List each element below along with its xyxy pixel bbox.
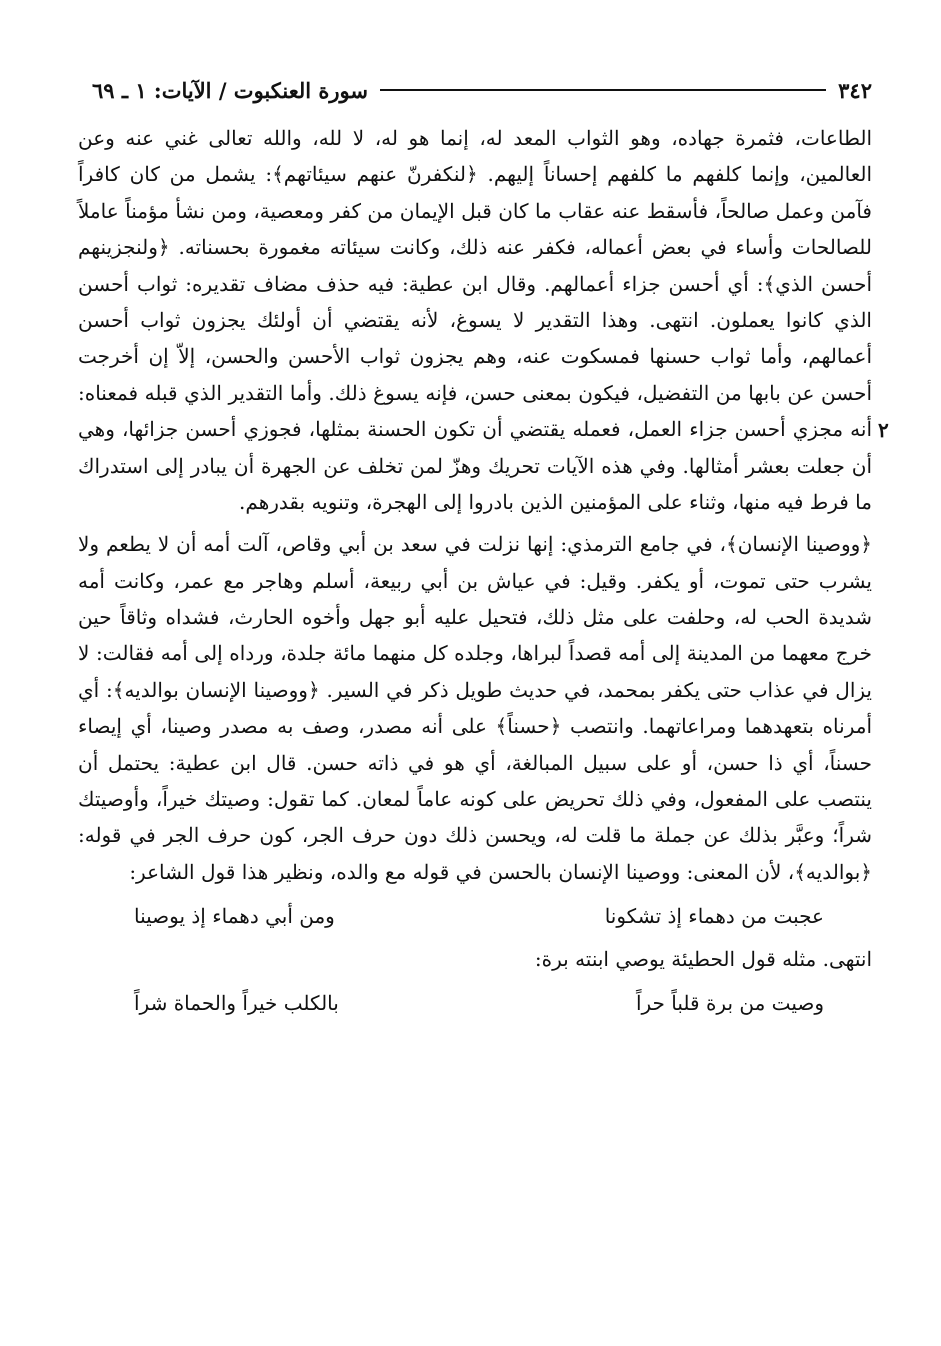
running-header	[92, 70, 872, 110]
verse-1-first-hemistich: عجبت من دهماء إذ تشكونا	[604, 904, 824, 929]
verse-2-first-hemistich: وصيت من برة قلباً حراً	[635, 990, 824, 1015]
page-number: ٣٤٢	[838, 77, 872, 103]
header-rule	[380, 89, 826, 91]
paragraph-commentary-1: الطاعات، فثمرة جهاده، وهو الثواب المعد له، إنما هو له، لا لله، والله تعالى غني عنه وعن العالمين، وإنما كلفهم ما كلفهم إحساناً إليهم. ﴿لنكفرنّ عنهم سيئاتهم﴾: يشمل من كان كافراً فآمن وعمل صالحاً، فأسقط عنه عقاب ما كان قبل الإيمان من كفر ومعصية، ومن نشأ مؤمناً عاملاً للصالحات وأساء في بعض أعماله، فكفر عنه ذلك، وكانت سيئاته مغمورة بحسناته. ﴿ولنجزينهم أحسن الذي﴾: أي أحسن جزاء أعمالهم. وقال ابن عطية: فيه حذف مضاف تقديره: ثواب أحسن الذي كانوا يعملون. انتهى. وهذا التقدير لا يسوغ، لأنه يقتضي أن أولئك يجزون ثواب أحسن أعمالهم، وأما ثواب حسنها فمسكوت عنه، وهم يجزون ثواب الأحسن والحسن، إلاّ إن أخرجت أحسن عن بابها من التفضيل، فيكون بمعنى حسن، فإنه يسوغ ذلك. وأما التقدير الذي قبله فمعناه: أنه مجزي أحسن جزاء العمل، فعمله يقتضي أن تكون الحسنة بمثلها، فجوزي أحسن جزائها، وهي أن جعلت بعشر أمثالها. وفي هذه الآيات تحريك وهزّ لمن تخلف عن الجهرة أن يبادر إلى استدراك ما فرط فيه منها، وثناء على المؤمنين الذين بادروا إلى الهجرة، وتنويه بقدرهم.	[78, 126, 873, 514]
verse-1-second-hemistich: ومن أبي دهماء إذ يوصينا	[134, 904, 335, 929]
running-title: سورة العنكبوت / الآيات: ١ ـ ٦٩	[92, 77, 368, 103]
verse-2-second-hemistich: بالكلب خيراً والحماة شراً	[134, 990, 339, 1015]
poetry-verse-2	[78, 985, 872, 1021]
poetry-verse-1	[78, 898, 872, 934]
paragraph-intro-verse-2: انتهى. مثله قول الحطيئة يوصي ابنته برة:	[534, 946, 872, 971]
paragraph-commentary-2: ﴿ووصينا الإنسان﴾، في جامع الترمذي: إنها نزلت في سعد بن أبي وقاص، آلت أمه أن لا يطعم ولا يشرب حتى تموت، أو يكفر. وقيل: في عياش بن أبي ربيعة، أسلم وهاجر مع عمر، وكانت أمه شديدة الحب له، وحلفت على مثل ذلك، فتحيل عليه أبو جهل وأخوه الحارث، فشداه وثاقاً حين خرج معهما من المدينة إلى أمه قصداً لبراها، وجلده كل منهما مائة جلدة، ورداه إلى أمه فقالت: لا يزال في عذاب حتى يكفر بمحمد، في حديث طويل ذكر في السير. ﴿ووصينا الإنسان بوالديه﴾: أي أمرناه بتعهدهما ومراعاتهما. وانتصب ﴿حسناً﴾ على أنه مصدر، وصف به مصدر وصينا، أي إيصاء حسناً، أي ذا حسن، أو على سبيل المبالغة، أي هو في ذاته حسن. قال ابن عطية: يحتمل أن ينتصب على المفعول، وفي ذلك تحريض على كونه عاماً لمعان. كما تقول: وصيتك خيراً، وأوصيتك شراً؛ وعبَّر بذلك عن جملة ما قلت له، ويحسن ذلك دون حرف الجر، كون حرف الجر في قوله: ﴿بوالديه﴾، لأن المعنى: ووصينا الإنسان بالحسن في قوله مع والده، ونظير هذا قول الشاعر:	[78, 532, 872, 884]
margin-note-marker: ٢	[878, 418, 889, 442]
main-text	[78, 120, 872, 1027]
